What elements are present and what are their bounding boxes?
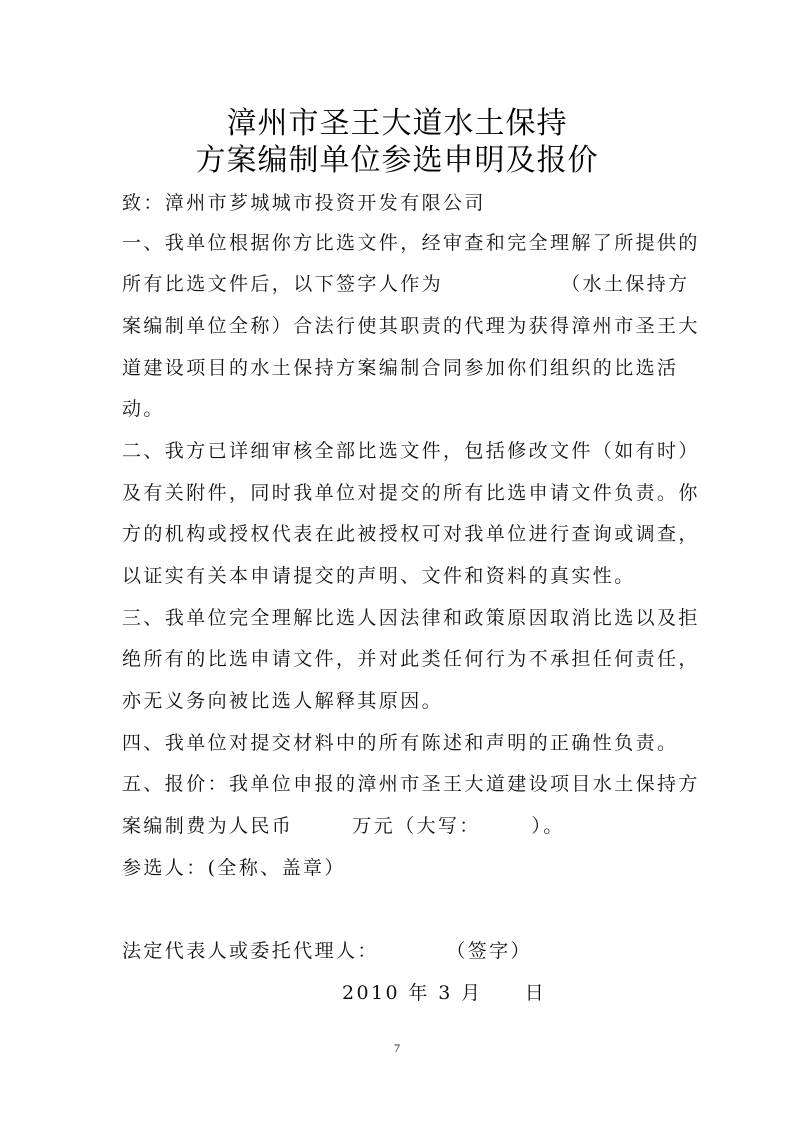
body-line-12: 亦无义务向被比选人解释其原因。 <box>122 690 444 712</box>
document-title-line-1: 漳州市圣王大道水土保持 <box>226 106 568 141</box>
body-line-2: 所有比选文件后，以下签字人作为 （水土保持方 <box>122 273 690 295</box>
body-line-15: 案编制费为人民币 万元（大写： ）。 <box>122 815 565 837</box>
body-line-5: 动。 <box>122 398 165 420</box>
body-line-16: 参选人：(全称、盖章） <box>122 857 346 879</box>
body-line-4: 道建设项目的水土保持方案编制合同参加你们组织的比选活 <box>122 357 679 379</box>
body-line-9: 以证实有关本申请提交的声明、文件和资料的真实性。 <box>122 565 636 587</box>
recipient-line: 致：漳州市芗城城市投资开发有限公司 <box>122 192 486 214</box>
document-title-line-2: 方案编制单位参选申明及报价 <box>195 143 599 178</box>
body-line-1: 一、我单位根据你方比选文件，经审查和完全理解了所提供的 <box>122 232 700 254</box>
body-line-13: 四、我单位对提交材料中的所有陈述和声明的正确性负责。 <box>122 732 679 754</box>
date-line: 2010 年 3 月 日 <box>342 982 547 1004</box>
body-line-14: 五、报价：我单位申报的漳州市圣王大道建设项目水土保持方 <box>122 773 700 795</box>
body-line-6: 二、我方已详细审核全部比选文件，包括修改文件（如有时） <box>122 440 700 462</box>
signature-line: 法定代表人或委托代理人： （签字） <box>122 940 532 962</box>
body-line-11: 绝所有的比选申请文件，并对此类任何行为不承担任何责任， <box>122 648 700 670</box>
body-line-8: 方的机构或授权代表在此被授权可对我单位进行查询或调查， <box>122 523 700 545</box>
body-line-7: 及有关附件，同时我单位对提交的所有比选申请文件负责。你 <box>122 482 700 504</box>
page-number: 7 <box>394 1041 400 1055</box>
body-line-3: 案编制单位全称）合法行使其职责的代理为获得漳州市圣王大 <box>122 315 700 337</box>
body-line-10: 三、我单位完全理解比选人因法律和政策原因取消比选以及拒 <box>122 607 700 629</box>
